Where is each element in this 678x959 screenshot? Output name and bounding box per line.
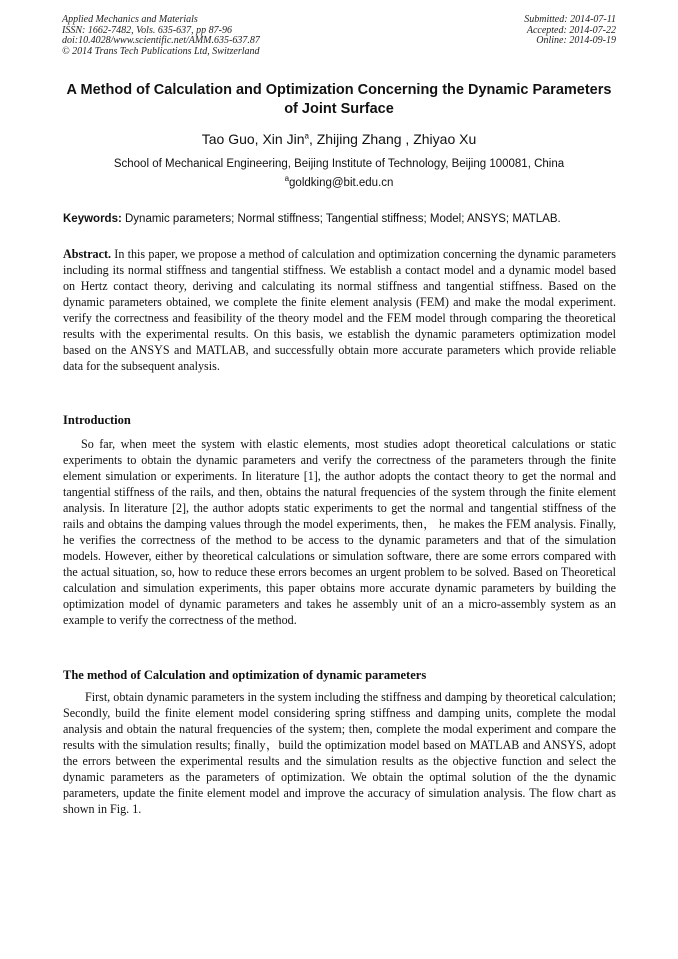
keywords-label: Keywords: bbox=[63, 213, 122, 225]
author-rest: , Zhijing Zhang , Zhiyao Xu bbox=[308, 131, 477, 147]
author-list bbox=[40, 130, 638, 148]
paper-title: A Method of Calculation and Optimization Concerning the Dynamic Parameters of Joint Surface bbox=[66, 82, 612, 117]
email-address: goldking@bit.edu.cn bbox=[289, 177, 394, 189]
method-paragraph: First, obtain dynamic parameters in the system including the stiffness and damping by theoretical calculation; Secondly, build the finite element model considering spring stiffness and damping units, complete the modal analysis and obtain the natural frequencies of the system; then, complete the modal experiment and compare the results with the simulation results; finally，build the optimization model based on MATLAB and ANSYS, adopt the errors between the experimental results and the simulation results as the objective function and select the dynamic parameters as the parameters of optimization. We obtain the optimal solution of the the dynamic parameters, update the finite element model and improve the accuracy of simulation analysis. The flow chart as shown in Fig. 1. bbox=[63, 690, 616, 816]
submitted-date: Submitted: 2014-07-11 bbox=[524, 14, 616, 25]
submission-dates bbox=[524, 15, 616, 47]
author-1: Tao Guo, bbox=[201, 131, 263, 147]
email-superscript: a bbox=[284, 174, 290, 184]
abstract-text: In this paper, we propose a method of calculation and optimization concerning the dynamic parameters including its normal stiffness and tangential stiffness. We establish a contact model and a dynamic model based on Hertz contact theory, deriving and calculating its normal stiffness and tangential stiffness. Based on the dynamic parameters obtained, we complete the finite element analysis (FEM) and make the modal experiment. verify the correctness and feasibility of the theory model and the FEM model through comparing the theoretical results with the experimental results. On this basis, we establish the dynamic parameters optimization model based on the ANSYS and MATLAB, and successfully obtain more accurate parameters which provide reliable data for the subsequent analysis. bbox=[63, 247, 616, 373]
online-date: Online: 2014-09-19 bbox=[536, 35, 616, 46]
keywords-text: Dynamic parameters; Normal stiffness; Tangential stiffness; Model; ANSYS; MATLAB. bbox=[121, 213, 561, 225]
copyright-line: © 2014 Trans Tech Publications Ltd, Switzerland bbox=[62, 45, 260, 57]
journal-info bbox=[62, 15, 260, 57]
doi-line: doi:10.4028/www.scientific.net/AMM.635-637.87 bbox=[62, 35, 260, 46]
author-2: Xin Jin bbox=[262, 131, 305, 147]
method-heading: The method of Calculation and optimization of dynamic parameters bbox=[63, 668, 427, 682]
affiliation: School of Mechanical Engineering, Beijing Institute of Technology, Beijing 100081, China bbox=[113, 158, 565, 170]
accepted-date: Accepted: 2014-07-22 bbox=[526, 24, 616, 36]
introduction-paragraph: So far, when meet the system with elastic elements, most studies adopt theoretical calculations or static experiments to obtain the dynamic parameters and verify the correctness of the parameters through the finite element simulation or experiments. In literature [1], the author adopts the contact theory to get the normal and tangential stiffness of the rails, and then, obtains the natural frequencies of the system through the finite element analysis. In literature [2], the author adopts static experiments to get the normal and tangential stiffness of the rails and obtains the damping values through the model experiments, then， he makes the FEM analysis. Finally, he verifies the correctness of the method to be access to the dynamic parameters and that of the simulation models. However, either by theoretical calculations or simulation software, there are some errors compared with the actual situation, so, how to reduce these errors becomes an urgent problem to be solved. Based on Theoretical calculation and simulation experiments, this paper obtains more accurate dynamic parameters by building the optimization model of dynamic parameters and takes he assembly unit of an a micro-assembly system as an example to verify the correctness of the method. bbox=[63, 437, 616, 627]
author-email bbox=[40, 176, 638, 191]
abstract-paragraph bbox=[63, 246, 616, 374]
issn-line: ISSN: 1662-7482, Vols. 635-637, pp 87-96 bbox=[62, 24, 232, 36]
journal-name: Applied Mechanics and Materials bbox=[62, 14, 198, 25]
introduction-heading: Introduction bbox=[63, 413, 131, 427]
author-2-superscript: a bbox=[304, 131, 309, 141]
keywords bbox=[63, 212, 623, 227]
abstract-label: Abstract. bbox=[63, 247, 112, 261]
